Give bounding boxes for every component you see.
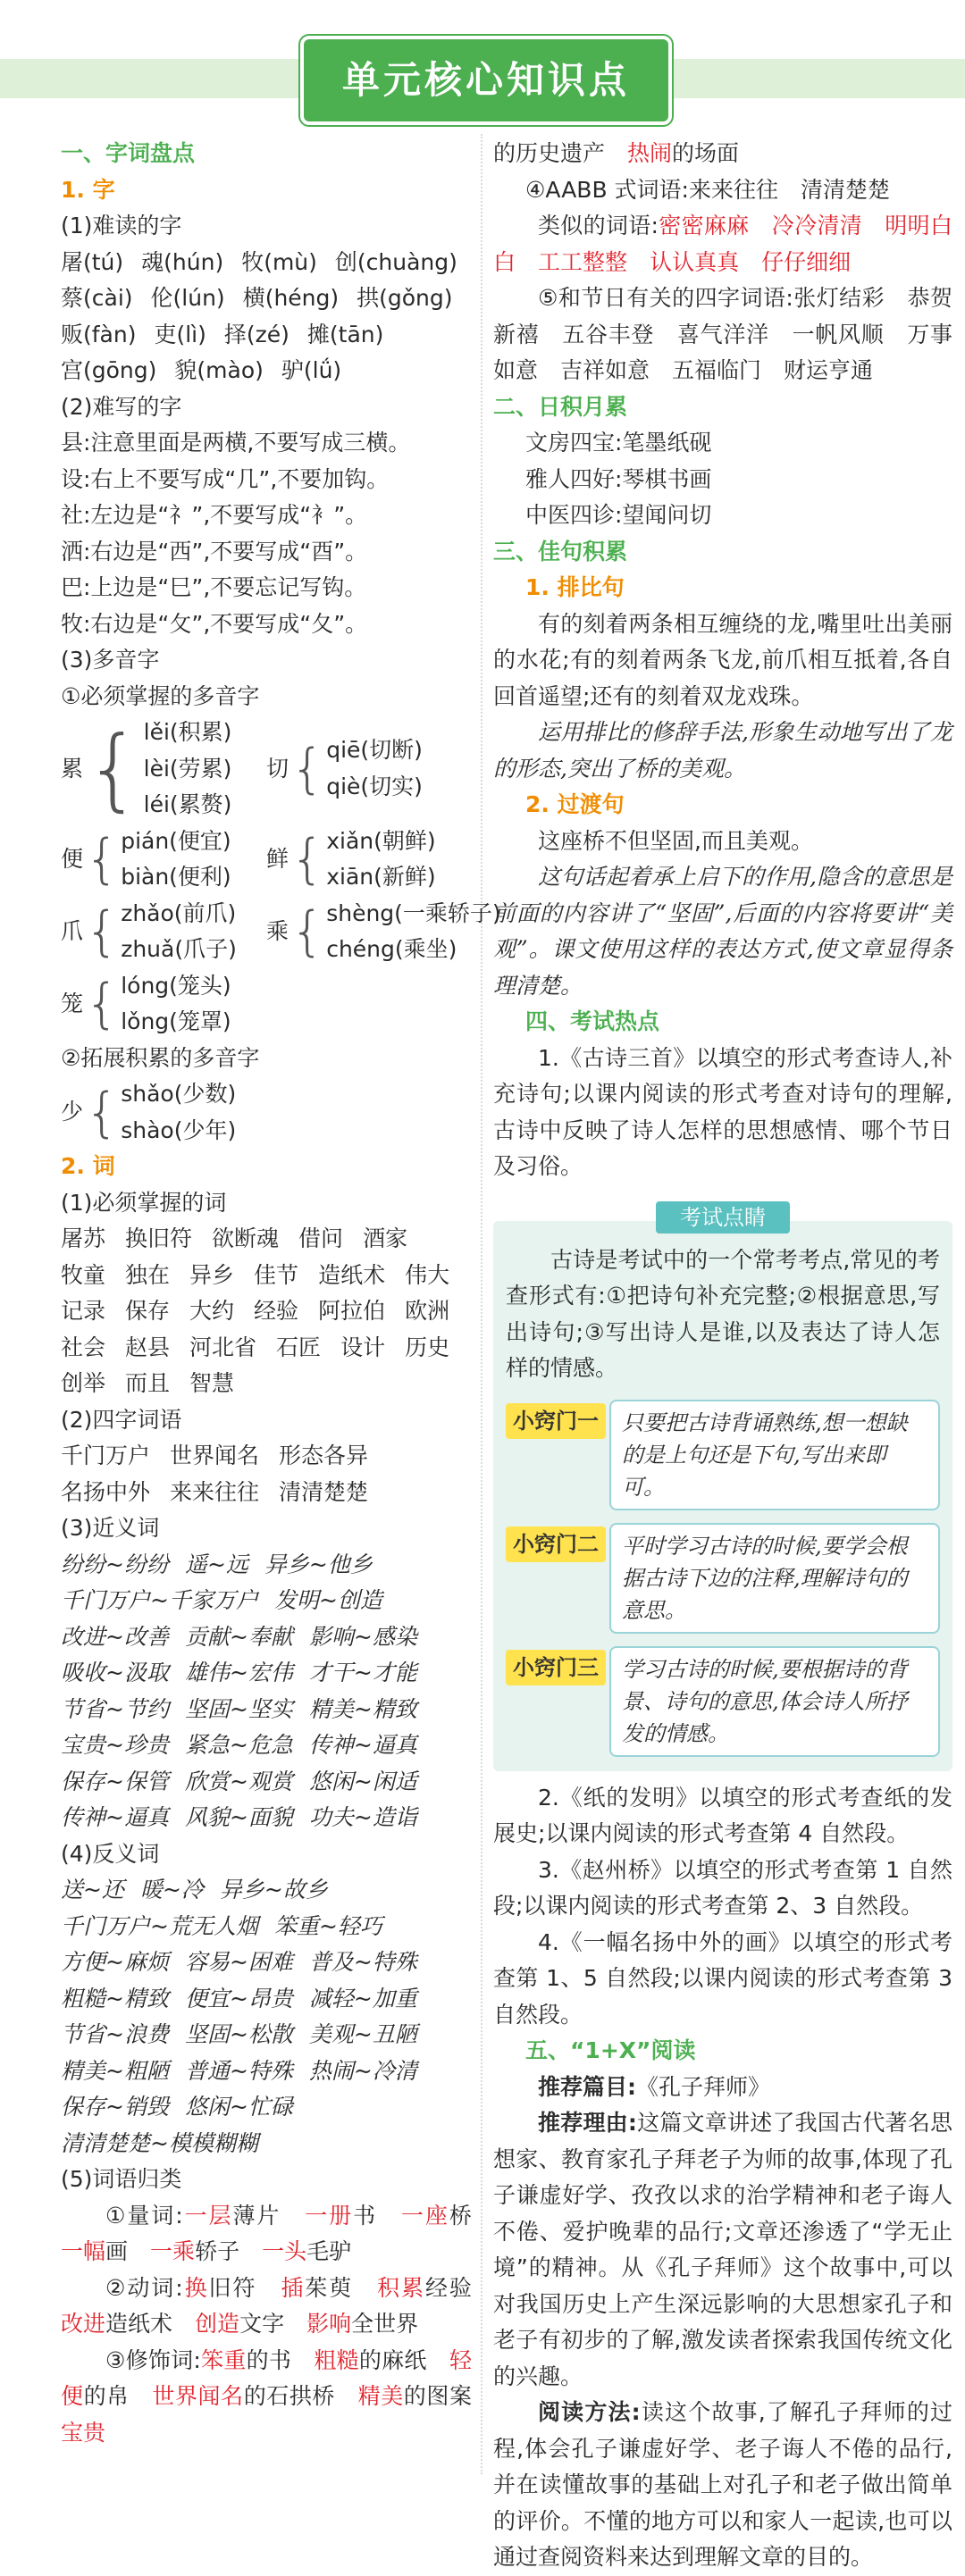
list-entry: 河北省: [189, 1334, 257, 1360]
list-entry: 换旧符: [125, 1225, 193, 1251]
polyphone-char: 鲜: [266, 845, 290, 872]
list-entry: 粗糙~精致: [61, 1985, 169, 2011]
reading: shèng(一乘轿子): [326, 899, 501, 926]
list-entry: 而且: [125, 1370, 171, 1396]
label: 推荐篇目:: [538, 2073, 636, 2100]
list-entry: 保存~保管: [61, 1768, 169, 1794]
list-entry: 驴(lǘ): [281, 357, 342, 383]
list-entry: 酒家: [363, 1225, 408, 1251]
list-entry: 创(chuàng): [334, 248, 457, 275]
reading-method: [493, 2395, 952, 2576]
method-text: 读这个故事,了解孔子拜师的过程,体会孔子谦虚好学、老子诲人不倦的品行,并在读懂故事的基础上对孔子和老子做出简单的评价。不懂的地方可以和家人一起读,也可以通过查阅资料来达到理解文章的目的。: [493, 2399, 953, 2570]
text: 的场面: [672, 140, 740, 166]
highlight-word: 轻便: [61, 2346, 472, 2409]
list-entry: 纷纷~纷纷: [61, 1551, 169, 1577]
polyphone-row: [61, 896, 501, 968]
highlight-word: 创造: [195, 2311, 240, 2337]
item-label: (2)难写的字: [61, 393, 182, 420]
list-entry: 坚固~坚实: [184, 1695, 293, 1722]
plain-word: 全世界: [351, 2311, 419, 2337]
list-entry: 千门万户: [61, 1443, 151, 1468]
item-label: ①必须掌握的多音字: [61, 682, 260, 709]
list-entry: 普通~特殊: [184, 2057, 293, 2084]
brace: {: [290, 828, 325, 891]
list-entry: 拱(gǒng): [357, 285, 453, 311]
list-entry: 阿拉伯: [318, 1298, 386, 1324]
list-entry: 伟大: [405, 1261, 450, 1288]
reading: pián(便宜): [121, 827, 231, 854]
brace: {: [85, 973, 120, 1035]
highlight-word: 插: [281, 2274, 306, 2301]
plain-word: 文字: [239, 2311, 285, 2337]
highlight-word: 一册: [305, 2202, 354, 2229]
list-row: [61, 317, 472, 354]
reading: xiǎn(朝鲜): [326, 827, 436, 854]
list-row: [61, 1438, 472, 1475]
list-row: [61, 1727, 472, 1764]
daily-accumulation-list: [493, 425, 952, 534]
polyphone-lei: [61, 715, 266, 824]
list-row: [61, 1221, 472, 1258]
highlight-word: 密密麻麻: [658, 213, 750, 238]
list-row: [61, 1692, 472, 1728]
list-entry: 吏(lì): [154, 321, 206, 347]
list-entry: 社会: [61, 1334, 106, 1360]
hard-char-note: 巴:上边是“巳”,不要忘记写钩。: [61, 574, 367, 600]
highlight-word: 世界闻名: [152, 2383, 244, 2409]
list-entry: 造纸术: [318, 1261, 386, 1288]
reading: zhǎo(前爪): [121, 899, 237, 926]
plain-word: 的帛: [83, 2383, 130, 2409]
list-entry: 蔡(cài): [61, 285, 133, 311]
para-label: 类似的词语:: [538, 213, 659, 238]
list-row: [61, 245, 472, 281]
polyphone-shao: [61, 1076, 472, 1149]
plain-word: 桥: [449, 2202, 472, 2229]
list-entry: 摊(tān): [306, 321, 384, 347]
word-list: [61, 1438, 472, 1510]
list-entry: 发明~创造: [273, 1587, 382, 1613]
exam-point-4: 4.《一幅名扬中外的画》以填空的形式考查第 1、5 自然段;以课内阅读的形式考查第 3 自然段。: [493, 1928, 952, 2028]
synonym-list: [61, 1547, 472, 1836]
plain-word: 的石拱桥: [243, 2383, 336, 2409]
reading: qiē(切断): [326, 737, 423, 764]
list-entry: 石匠: [276, 1334, 322, 1360]
list-entry: 欧洲: [405, 1298, 450, 1324]
exam-point-2: 2.《纸的发明》以填空的形式考查纸的发展史;以课内阅读的形式考查第 4 自然段。: [493, 1784, 952, 1846]
tip-text: 只要把古诗背诵熟练,想一想缺的是上句还是下句,写出来即可。: [609, 1400, 940, 1510]
list-row: [61, 2089, 472, 2126]
list-entry: 悠闲~忙碌: [184, 2094, 293, 2120]
tip-text: 平时学习古诗的时候,要学会根据古诗下边的注释,理解诗句的意思。: [609, 1523, 940, 1634]
reading: shǎo(少数): [121, 1081, 237, 1107]
reading: lǒng(笼罩): [121, 1008, 231, 1034]
list-entry: 屠苏: [61, 1225, 106, 1251]
list-entry: 历史: [405, 1334, 450, 1360]
highlight-word: 影响: [306, 2311, 352, 2337]
hard-chars-list: [61, 425, 472, 642]
list-row: [61, 1293, 472, 1330]
section-heading: 二、日积月累: [493, 393, 628, 420]
hard-char-note: 牧:右边是“攵”,不要写成“夂”。: [61, 610, 368, 637]
item-label: (4)反义词: [61, 1840, 160, 1867]
subsection-heading: 1. 字: [61, 176, 115, 203]
list-entry: 美观~丑陋: [308, 2021, 417, 2047]
list-entry: 改进~改善: [61, 1623, 169, 1650]
item-label: (1)必须掌握的词: [61, 1189, 227, 1216]
list-entry: 送~还: [61, 1877, 124, 1903]
list-entry: 贩(fàn): [61, 321, 137, 347]
tip-2: [506, 1523, 940, 1634]
list-entry: 节省~浪费: [61, 2021, 169, 2047]
label: 推荐理由:: [538, 2110, 637, 2136]
pinyin-list: [61, 245, 472, 389]
page-title: 单元核心知识点: [300, 36, 672, 125]
right-column: [493, 136, 952, 2576]
antonym-list: [61, 1872, 472, 2162]
polyphone-char: 便: [61, 845, 84, 872]
list-entry: 悠闲~闲适: [308, 1768, 417, 1794]
verb-para: [61, 2271, 472, 2343]
list-entry: 形态各异: [279, 1443, 369, 1468]
list-entry: 便宜~昂贵: [184, 1985, 293, 2011]
list-entry: 坚固~松散: [184, 2021, 293, 2047]
plain-word: 旧符: [208, 2274, 257, 2301]
highlight-word: 一幅: [61, 2238, 106, 2264]
highlight-word: 一头: [262, 2238, 307, 2264]
list-entry: 设计: [340, 1334, 386, 1360]
list-entry: 经验: [254, 1298, 299, 1324]
list-entry: 保存: [125, 1298, 171, 1324]
polyphone-qie: [266, 715, 472, 824]
reading: lèi(劳累): [143, 755, 232, 782]
plain-word: 造纸术: [105, 2311, 173, 2337]
highlight-word: 一层: [182, 2202, 233, 2229]
reading: shào(少年): [121, 1117, 237, 1143]
polyphone-char: 笼: [61, 990, 84, 1016]
list-entry: 贡献~奉献: [184, 1623, 293, 1650]
highlight-word: 认认真真: [650, 248, 740, 275]
tip-label: 小窍门二: [506, 1526, 606, 1562]
list-row: [61, 1981, 472, 2018]
polyphone-char: 切: [266, 755, 290, 782]
section-heading: 五、“1+X”阅读: [525, 2037, 696, 2063]
transition-sentence: 这座桥不但坚固,而且美观。: [538, 827, 813, 854]
list-row: [61, 2053, 472, 2090]
exam-tip-title: 考试点睛: [656, 1201, 790, 1234]
plain-word: 经验: [424, 2274, 472, 2301]
polyphone-char: 爪: [61, 917, 84, 944]
highlight-word: 笨重: [200, 2346, 247, 2373]
list-row: [61, 2126, 472, 2162]
reading: léi(累赘): [143, 791, 232, 817]
list-entry: 伦(lún): [150, 285, 225, 311]
item-label: (5)词语归类: [61, 2166, 182, 2192]
para-label: ①量词:: [105, 2202, 183, 2229]
list-entry: 减轻~加重: [308, 1985, 417, 2011]
reading: lěi(积累): [143, 719, 232, 745]
list-row: [61, 1764, 472, 1801]
list-entry: 佳节: [254, 1261, 299, 1288]
list-row: [61, 1258, 472, 1294]
plain-word: 的书: [246, 2346, 292, 2373]
highlight-word: 一乘: [150, 2238, 196, 2264]
list-row: [61, 1909, 472, 1945]
item-label: (3)多音字: [61, 647, 160, 673]
list-row: [61, 280, 472, 317]
list-entry: 方便~麻烦: [61, 1949, 169, 1975]
measure-word-para: [61, 2198, 472, 2271]
para-label: ③修饰词:: [105, 2346, 201, 2373]
brace: {: [85, 900, 120, 963]
reading: lóng(笼头): [121, 972, 231, 999]
list-entry: 魂(hún): [141, 248, 224, 275]
list-entry: 遥~远: [184, 1551, 248, 1577]
exam-point-1: 1.《古诗三首》以填空的形式考查诗人,补充诗句;以课内阅读的形式考查对诗句的理解,古诗中反映了诗人怎样的思想感情、哪个节日及习俗。: [493, 1044, 952, 1179]
list-entry: 清清楚楚: [279, 1478, 369, 1505]
hard-char-note: 社:左边是“礻”,不要写成“衤”。: [61, 502, 368, 528]
tip-3: [506, 1646, 940, 1757]
plain-word: 的麻纸: [358, 2346, 427, 2373]
list-entry: 精美~精致: [308, 1695, 417, 1722]
accumulation-line: 雅人四好:琴棋书画: [525, 465, 712, 492]
hard-char-note: 设:右上不要写成“几”,不要加钩。: [61, 465, 390, 492]
list-entry: 异乡: [189, 1261, 235, 1288]
highlight-word: 仔仔细细: [761, 248, 852, 275]
list-row: [61, 1475, 472, 1511]
list-entry: 节省~节约: [61, 1695, 169, 1722]
recommend-reason: [493, 2105, 952, 2395]
list-entry: 横(héng): [242, 285, 340, 311]
reading: chéng(乘坐): [326, 936, 457, 962]
item-label: ②拓展积累的多音字: [61, 1044, 260, 1071]
list-entry: 貌(mào): [174, 357, 264, 383]
polyphone-xian: [266, 824, 472, 896]
recommended-title: [493, 2070, 952, 2106]
list-entry: 热闹~冷清: [308, 2057, 417, 2084]
hard-char-note: 洒:右边是“西”,不要写成“酉”。: [61, 538, 368, 565]
list-row: [61, 1945, 472, 1981]
brace: {: [290, 737, 325, 800]
accumulation-line: 中医四诊:望闻问切: [525, 502, 712, 528]
section-heading: 四、考试热点: [525, 1008, 660, 1034]
list-entry: 来来往往: [170, 1478, 260, 1505]
tip-text: 学习古诗的时候,要根据诗的背景、诗句的意思,体会诗人所抒发的情感。: [609, 1646, 940, 1757]
item-label: (3)近义词: [61, 1515, 160, 1541]
polyphone-char: 累: [61, 755, 84, 782]
aabb-line: ④AABB 式词语:来来往往 清清楚楚: [525, 176, 890, 203]
exam-tip-text: 古诗是考试中的一个常考考点,常见的考查形式有:①把诗句补充完整;②根据意思,写出诗句;③写出诗人是谁,以及表达了诗人怎样的情感。: [506, 1246, 940, 1381]
para-label: ②动词:: [105, 2274, 183, 2301]
list-entry: 欲断魂: [212, 1225, 280, 1251]
highlight-word: 改进: [61, 2311, 106, 2337]
reading: xiān(新鲜): [326, 864, 436, 890]
subsection-heading: 2. 词: [61, 1153, 115, 1179]
polyphone-char: 少: [61, 1099, 84, 1125]
text: 的历史遗产: [493, 140, 606, 166]
list-entry: 智慧: [189, 1370, 235, 1396]
reading: qiè(切实): [326, 773, 423, 799]
reading: zhuǎ(爪子): [121, 936, 237, 962]
list-entry: 宝贵~珍贵: [61, 1732, 169, 1758]
tip-label: 小窍门三: [506, 1650, 606, 1685]
list-entry: 记录: [61, 1298, 106, 1324]
highlight-word: 精美: [357, 2383, 404, 2409]
list-entry: 传神~逼真: [61, 1804, 169, 1830]
list-row: [61, 1547, 472, 1584]
plain-word: 薄片: [232, 2202, 281, 2229]
list-entry: 宫(gōng): [61, 357, 157, 383]
highlight-word: 粗糙: [314, 2346, 359, 2373]
list-row: [61, 1800, 472, 1836]
section-heading: 三、佳句积累: [493, 538, 628, 565]
reading: biàn(便利): [121, 864, 231, 890]
polyphone-cheng: [266, 896, 501, 968]
list-entry: 牧童: [61, 1261, 106, 1288]
list-entry: 欣赏~观赏: [184, 1768, 293, 1794]
column-divider: [481, 134, 482, 2474]
tip-1: [506, 1400, 940, 1510]
modifier-para: [61, 2343, 472, 2452]
list-entry: 千门万户~千家万户: [61, 1587, 258, 1613]
highlight-word: 冷冷清清: [771, 213, 863, 238]
list-entry: 世界闻名: [170, 1443, 260, 1468]
plain-word: 的图案: [403, 2383, 472, 2409]
list-entry: 吸收~汲取: [61, 1660, 169, 1685]
list-entry: 笨重~轻巧: [273, 1912, 382, 1939]
list-entry: 精美~粗陋: [61, 2057, 169, 2084]
highlight-word: 热闹: [627, 140, 673, 166]
list-entry: 普及~特殊: [308, 1949, 417, 1975]
polyphone-row: [61, 715, 472, 824]
list-row: [61, 353, 472, 389]
plain-word: 毛驴: [306, 2238, 352, 2264]
list-entry: 牧(mù): [241, 248, 317, 275]
continued-text: [493, 136, 952, 172]
exam-tip-box: [493, 1204, 952, 1771]
left-column: [61, 136, 501, 2451]
highlight-word: 积累: [377, 2274, 425, 2301]
plain-word: 画: [105, 2238, 129, 2264]
list-entry: 异乡~故乡: [219, 1877, 328, 1903]
list-entry: 大约: [189, 1298, 235, 1324]
subsection-heading: 1. 排比句: [525, 574, 625, 600]
list-entry: 传神~逼真: [308, 1732, 417, 1758]
list-entry: 借问: [298, 1225, 344, 1251]
list-entry: 风貌~面貌: [184, 1804, 293, 1830]
list-entry: 保存~销毁: [61, 2094, 169, 2120]
label: 阅读方法:: [538, 2399, 641, 2425]
parallel-note: 运用排比的修辞手法,形象生动地写出了龙的形态,突出了桥的美观。: [493, 719, 952, 782]
tip-label: 小窍门一: [506, 1403, 606, 1439]
transition-note: 这句话起着承上启下的作用,隐含的意思是前面的内容讲了“坚固”,后面的内容将要讲“美观”。课文使用这样的表达方式,使文章显得条理清楚。: [493, 864, 952, 999]
list-row: [61, 1872, 472, 1909]
list-row: [61, 1366, 472, 1402]
list-entry: 独在: [125, 1261, 171, 1288]
polyphone-long: [61, 968, 472, 1041]
list-row: [61, 1583, 472, 1619]
accumulation-line: 文房四宝:笔墨纸砚: [525, 430, 712, 456]
plain-word: 书: [353, 2202, 378, 2229]
brace: {: [290, 900, 325, 963]
list-row: [61, 1330, 472, 1367]
list-entry: 容易~困难: [184, 1949, 293, 1975]
list-entry: 异乡~他乡: [264, 1551, 373, 1577]
brace: {: [85, 828, 120, 891]
polyphone-row: [61, 824, 472, 896]
reason-text: 这篇文章讲述了我国古代著名思想家、教育家孔子拜老子为师的故事,体现了孔子谦虚好学、孜孜以求的治学精神和老子诲人不倦、爱护晚辈的品行;文章还渗透了“学无止境”的精神。从《孔子拜师》这个故事中,可以对我国历史上产生深远影响的大思想家孔子和老子有初步的了解,激发读者探索我国传统文化的兴趣。: [493, 2110, 952, 2389]
item-label: (2)四字词语: [61, 1406, 182, 1433]
list-entry: 创举: [61, 1370, 106, 1396]
item-label: (1)难读的字: [61, 213, 182, 238]
hard-char-note: 县:注意里面是两横,不要写成三横。: [61, 430, 411, 456]
similar-words-para: [493, 208, 952, 280]
highlight-word: 明明白白: [493, 213, 952, 275]
highlight-word: 换: [182, 2274, 209, 2301]
polyphone-char: 乘: [266, 917, 290, 944]
list-entry: 屠(tú): [61, 248, 124, 275]
list-entry: 择(zé): [223, 321, 290, 347]
list-entry: 名扬中外: [61, 1478, 151, 1505]
book-title: 《孔子拜师》: [636, 2073, 771, 2100]
brace: {: [85, 715, 142, 821]
list-entry: 雄伟~宏伟: [184, 1660, 293, 1685]
highlight-word: 工工整整: [538, 248, 628, 275]
list-row: [61, 1619, 472, 1656]
highlight-word: 宝贵: [61, 2419, 106, 2446]
list-entry: 千门万户~荒无人烟: [61, 1912, 258, 1939]
festival-words-para: ⑤和节日有关的四字词语:张灯结彩 恭贺新禧 五谷丰登 喜气洋洋 一帆风顺 万事如意 吉祥如意 五福临门 财运亨通: [493, 285, 952, 383]
list-entry: 紧急~危急: [184, 1732, 293, 1758]
list-entry: 才干~才能: [308, 1660, 417, 1685]
plain-word: 轿子: [195, 2238, 240, 2264]
subsection-heading: 2. 过渡句: [525, 791, 625, 817]
polyphone-zhua: [61, 896, 266, 968]
word-list: [61, 1221, 472, 1402]
polyphone-pian: [61, 824, 266, 896]
list-entry: 暖~冷: [139, 1877, 204, 1903]
list-row: [61, 2017, 472, 2053]
highlight-word: 一座: [401, 2202, 449, 2229]
brace: {: [85, 1081, 120, 1144]
exam-point-3: 3.《赵州桥》以填空的形式考查第 1 自然段;以课内阅读的形式考查第 2、3 自然段。: [493, 1856, 952, 1919]
list-entry: 功夫~造诣: [308, 1804, 417, 1830]
list-entry: 清清楚楚~模模糊糊: [61, 2129, 258, 2156]
list-entry: 影响~感染: [308, 1623, 417, 1650]
plain-word: 茱萸: [305, 2274, 354, 2301]
list-row: [61, 1655, 472, 1692]
parallel-sentence: 有的刻着两条相互缠绕的龙,嘴里吐出美丽的水花;有的刻着两条飞龙,前爪相互抵着,各自回首遥望;还有的刻着双龙戏珠。: [493, 610, 952, 709]
list-entry: 赵县: [125, 1334, 171, 1360]
section-heading: 一、字词盘点: [61, 140, 196, 166]
